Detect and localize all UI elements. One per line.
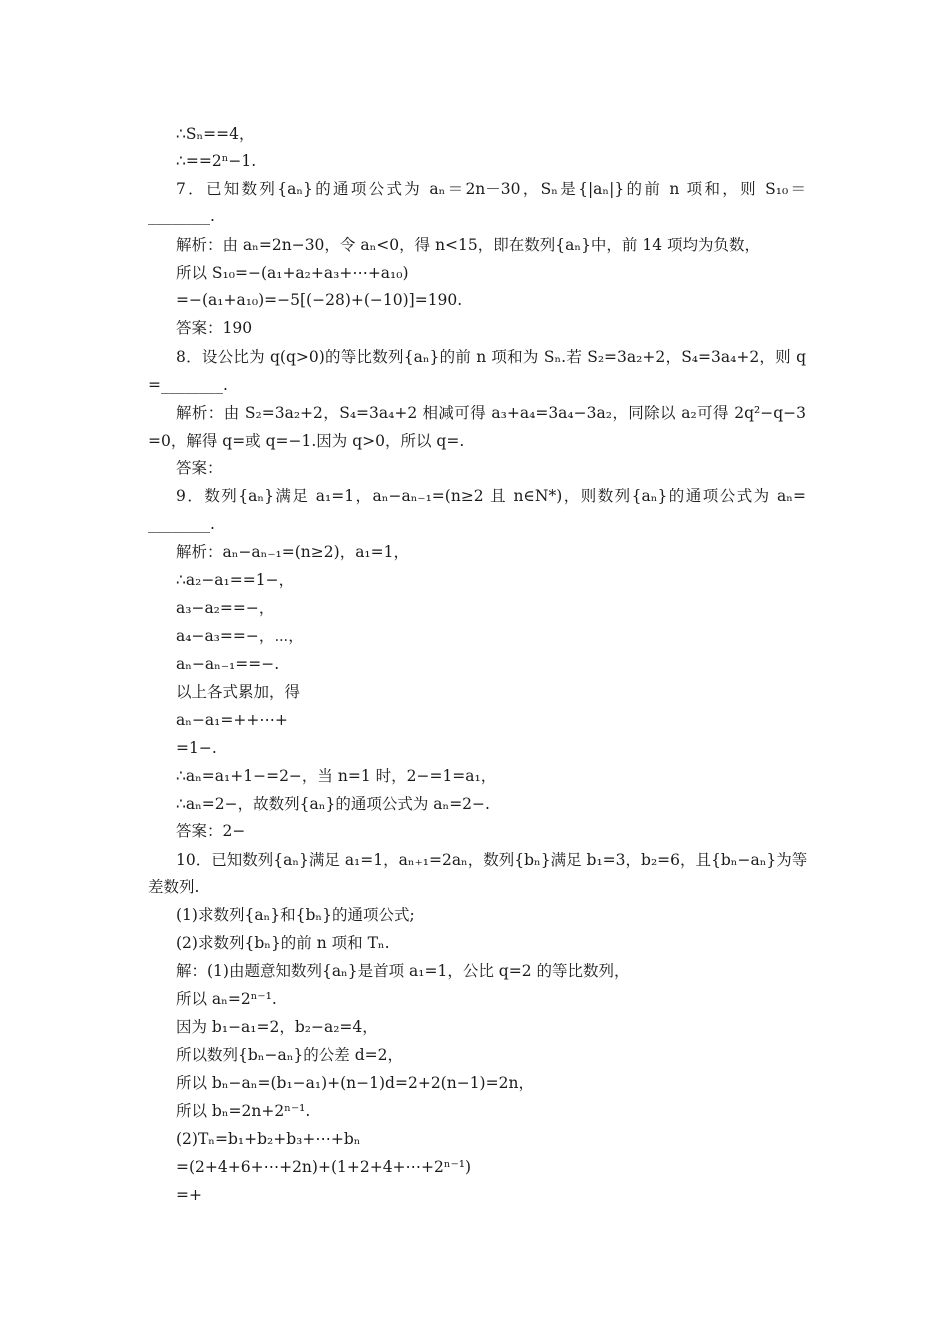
answer-line: 答案：2− (176, 822, 246, 840)
text-line: 解析：aₙ−aₙ₋₁=(n≥2)，a₁=1， (176, 543, 409, 561)
text-line: 解：(1)由题意知数列{aₙ}是首项 a₁=1，公比 q=2 的等比数列， (176, 962, 630, 980)
text-line: ∴==2ⁿ−1. (176, 152, 257, 170)
text-line: 所以数列{bₙ−aₙ}的公差 d=2， (176, 1046, 403, 1064)
text-line: aₙ−a₁=++⋯+ (176, 711, 288, 729)
text-line: ∴Sₙ==4， (176, 125, 255, 143)
text-line: 所以 aₙ=2ⁿ⁻¹. (176, 990, 277, 1008)
text-line: 解析：由 S₂=3a₂+2，S₄=3a₄+2 相减可得 a₃+a₄=3a₄−3a₂，同除以 a₂可得 2q²−q−3 (176, 404, 806, 422)
text-line: =1−. (176, 739, 217, 757)
subquestion-2: (2)求数列{bₙ}的前 n 项和 Tₙ. (176, 934, 390, 952)
subquestion-1: (1)求数列{aₙ}和{bₙ}的通项公式; (176, 906, 415, 924)
text-line: 以上各式累加，得 (176, 683, 301, 701)
answer-line: 答案：190 (176, 319, 253, 337)
problem-10-text: 10．已知数列{aₙ}满足 a₁=1，aₙ₊₁=2aₙ，数列{bₙ}满足 b₁=3，b₂=6，且{bₙ−aₙ}为等 (176, 851, 808, 869)
text-line: 所以 bₙ=2n+2ⁿ⁻¹. (176, 1102, 311, 1120)
text-line: ∴aₙ=2−，故数列{aₙ}的通项公式为 aₙ=2−. (176, 795, 490, 813)
text-line: 解析：由 aₙ=2n−30，令 aₙ<0，得 n<15，即在数列{aₙ}中，前 14 项均为负数， (176, 236, 761, 254)
answer-blank: ________. (148, 515, 215, 533)
answer-line: 答案： (176, 459, 223, 477)
text-line: 因为 b₁−a₁=2，b₂−a₂=4， (176, 1018, 378, 1036)
text-line: aₙ−aₙ₋₁==−. (176, 655, 280, 673)
text-line: 差数列. (148, 878, 200, 896)
text-line: a₄−a₃==−，⋯， (176, 627, 304, 645)
text-line: ∴aₙ=a₁+1−=2−，当 n=1 时，2−=1=a₁， (176, 767, 497, 785)
answer-blank: ________. (148, 207, 215, 225)
text-line: a₃−a₂==−， (176, 599, 275, 617)
text-line: ∴a₂−a₁==1−， (176, 571, 295, 589)
problem-8-text: 8．设公比为 q(q>0)的等比数列{aₙ}的前 n 项和为 Sₙ.若 S₂=3a₂+2，S₄=3a₄+2，则 q (176, 348, 806, 366)
text-line: =(2+4+6+⋯+2n)+(1+2+4+⋯+2ⁿ⁻¹) (176, 1158, 472, 1176)
text-line: 所以 bₙ−aₙ=(b₁−a₁)+(n−1)d=2+2(n−1)=2n， (176, 1074, 534, 1092)
text-line: 所以 S₁₀=−(a₁+a₂+a₃+⋯+a₁₀) (176, 264, 409, 282)
text-line: =+ (176, 1186, 202, 1204)
text-line: (2)Tₙ=b₁+b₂+b₃+⋯+bₙ (176, 1130, 361, 1148)
text-line: =0，解得 q=或 q=−1.因为 q>0，所以 q=. (148, 432, 465, 450)
problem-7-text: 7．已知数列{aₙ}的通项公式为 aₙ＝2n－30，Sₙ是{|aₙ|}的前 n 项和，则 S₁₀＝ (176, 180, 806, 198)
text-line: =−(a₁+a₁₀)=−5[(−28)+(−10)]=190. (176, 291, 463, 309)
problem-9-text: 9．数列{aₙ}满足 a₁=1，aₙ−aₙ₋₁=(n≥2 且 n∈N*)，则数列{aₙ}的通项公式为 aₙ= (176, 487, 806, 505)
answer-blank: =________. (148, 376, 228, 394)
